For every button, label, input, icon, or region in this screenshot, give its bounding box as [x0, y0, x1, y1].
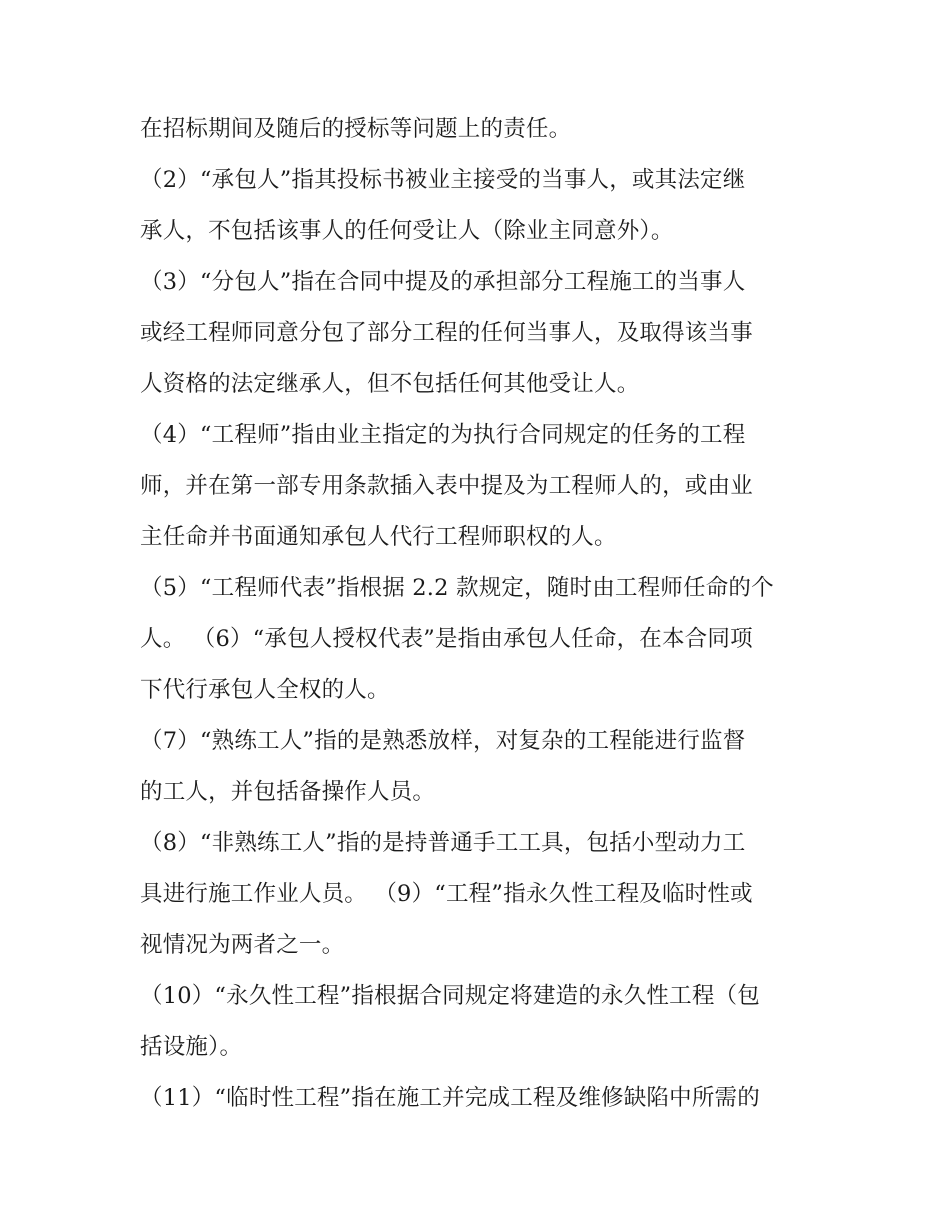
text-line: （8）“非熟练工人”指的是持普通手工工具，包括小型动力工	[140, 830, 746, 856]
text-line: （10）“永久性工程”指根据合同规定将建造的永久性工程（包	[140, 983, 760, 1009]
text-line: （4）“工程师”指由业主指定的为执行合同规定的任务的工程	[140, 422, 746, 448]
text-line: （11）“临时性工程”指在施工并完成工程及维修缺陷中所需的	[140, 1085, 760, 1111]
text-line: 具进行施工作业人员。 （9）“工程”指永久性工程及临时性或	[140, 881, 753, 907]
text-line: 括设施）。	[140, 1034, 243, 1060]
text-line: 承人，不包括该事人的任何受让人（除业主同意外）。	[140, 218, 674, 244]
text-line: 主任命并书面通知承包人代行工程师职权的人。	[140, 524, 617, 550]
text-line: 人资格的法定继承人，但不包括任何其他受让人。	[140, 371, 640, 397]
text-line: 的工人，并包括备操作人员。	[140, 779, 436, 805]
body-text	[140, 104, 830, 1124]
text-line: （2）“承包人”指其投标书被业主接受的当事人，或其法定继	[140, 167, 746, 193]
text-line: 或经工程师同意分包了部分工程的任何当事人，及取得该当事	[140, 320, 753, 346]
text-line: 师，并在第一部专用条款插入表中提及为工程师人的，或由业	[140, 473, 753, 499]
text-line: 人。 （6）“承包人授权代表”是指由承包人任命，在本合同项	[140, 626, 753, 652]
text-line: 下代行承包人全权的人。	[140, 677, 390, 703]
text-line: （7）“熟练工人”指的是熟悉放样，对复杂的工程能进行监督	[140, 728, 746, 754]
text-line: 视情况为两者之一。	[140, 932, 345, 958]
text-line: （3）“分包人”指在合同中提及的承担部分工程施工的当事人	[140, 269, 746, 295]
text-line: （5）“工程师代表”指根据 2.2 款规定，随时由工程师任命的个	[140, 575, 774, 601]
text-line: 在招标期间及随后的授标等问题上的责任。	[140, 116, 572, 142]
